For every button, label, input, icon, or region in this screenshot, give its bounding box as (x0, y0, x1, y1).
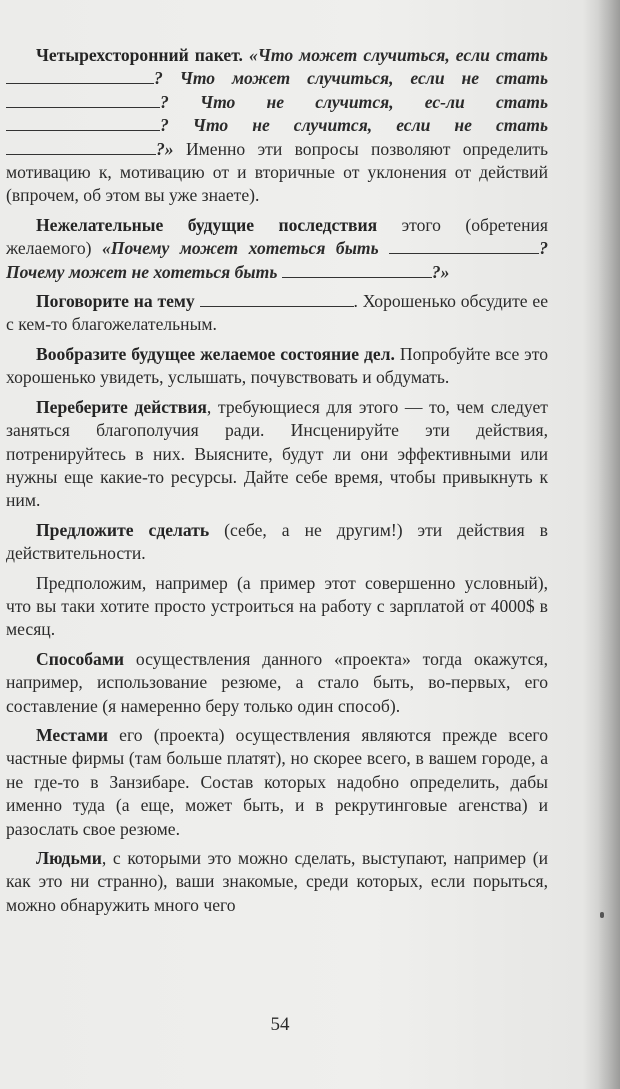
blank-line (6, 93, 160, 108)
term-places: Местами (36, 724, 108, 745)
paragraph-text: , требующиеся для этого — то, чем следует заняться благополучия ради. Инсценируйте эти действия, потренируйтесь в них. Выясните, будут ли они эффективными или нужны еще какие-то ресурсы. Дайте себе время, чтобы привыкнуть к ним. (6, 396, 548, 511)
term-methods: Способами (36, 648, 124, 669)
paragraph-people (6, 847, 548, 917)
term-four-way-package: Четырехсторонний пакет. (36, 45, 243, 65)
page-number: 54 (270, 1014, 290, 1035)
blank-line (389, 239, 539, 254)
question-2: ? Что может случиться, если не стать (154, 68, 548, 89)
paragraph-places (6, 724, 548, 841)
question-3: ? Что не случится, ес-ли стать (160, 91, 548, 112)
paragraph-text: , с которыми это можно сделать, выступают, например (и как это ни странно), ваши знакомые, среди которых, если порыться, можно обнаружить много чего (6, 848, 548, 915)
term-offer-to-do: Предложите сделать (36, 519, 210, 540)
paragraph-offer-to-do (6, 519, 548, 566)
question-why-want: «Почему может хотеться быть (102, 238, 379, 259)
blank-line (6, 69, 154, 84)
paragraph-methods (6, 648, 548, 718)
paragraph-text: осуществления данного «проекта» тогда окажутся, например, использование резюме, а стало быть, во-первых, его составление (я намеренно беру только один способ). (6, 648, 548, 716)
term-discuss-topic: Поговорите на тему (36, 291, 195, 312)
question-why-not-want: ? Почему может не хотеться быть (6, 238, 548, 282)
blank-line (6, 140, 156, 155)
question-end: ?» (431, 261, 450, 282)
question-4: ? Что не случится, если не стать (160, 115, 548, 136)
paragraph-text: Предположим, например (а пример этот совершенно условный), что вы таки хотите просто устроиться на работу с зарплатой от 4000$ в месяц. (6, 572, 548, 640)
paragraph-text: этого (обретения желаемого) (6, 214, 548, 259)
paragraph-text: Попробуйте все это хорошенько увидеть, услышать, почувствовать и обдумать. (6, 343, 548, 388)
paragraph-text: Именно эти вопросы позволяют определить мотивацию к, мотивацию от и вторичные от уклонения от действий (впрочем, об этом вы уже знаете). (6, 138, 548, 206)
blank-line (282, 263, 432, 278)
term-people: Людьми (36, 848, 102, 868)
page-edge-shadow (598, 0, 620, 1089)
page-body (6, 44, 548, 923)
paragraph-example (6, 572, 548, 642)
paragraph-go-over-actions (6, 396, 548, 513)
term-undesired-consequences: Нежелательные будущие последствия (36, 214, 378, 235)
paragraph-text: его (проекта) осуществления являются прежде всего частные фирмы (там больше платят), но скорее всего, в вашем городе, а не где-то в Занзибаре. Состав которых надобно определить, дабы именно туда (а еще, может быть, и в рекрутинговые агенства) и разослать свое резюме. (6, 724, 549, 839)
term-imagine-future: Вообразите будущее желаемое состояние дел. (36, 343, 395, 364)
scan-speck (600, 912, 604, 918)
paragraph-text: . Хорошенько обсудите ее с кем-то благожелательным. (6, 291, 549, 335)
question-end: ?» (156, 138, 174, 159)
question-1: «Что может случиться, если стать (248, 45, 548, 65)
paragraph-undesired-consequences (6, 214, 548, 284)
term-go-over-actions: Переберите действия (36, 396, 207, 417)
paragraph-discuss-topic (6, 290, 548, 337)
paragraph-text: (себе, а не другим!) эти действия в действительности. (6, 519, 548, 564)
paragraph-imagine-future (6, 343, 548, 390)
paragraph-four-way-package (6, 44, 548, 208)
blank-line (200, 292, 354, 307)
blank-line (6, 116, 160, 131)
